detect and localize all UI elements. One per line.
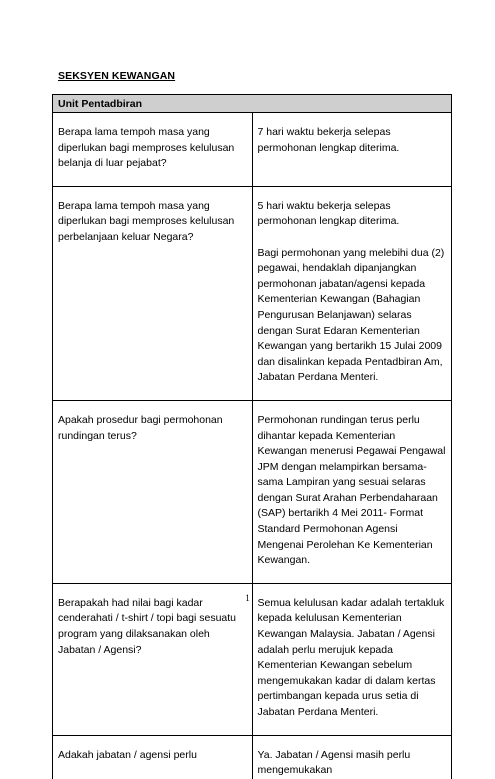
answer-cell [252,186,452,400]
section-title: SEKSYEN KEWANGAN [58,70,176,82]
table-row [53,400,452,583]
table-row [53,186,452,400]
question-cell: Adakah jabatan / agensi perlu [53,735,253,779]
answer-paragraph: Semua kelulusan kadar adalah tertakluk kepada kelulusan Kementerian Kewangan Malaysia. Jabatan / Agensi adalah perlu merujuk kepada Kementerian Kewangan sebelum mengemukakan kadar di dalam kertas pertimbangan kepada urus setia di Jabatan Perdana Menteri. [257,596,445,718]
answer-paragraph: 5 hari waktu bekerja selepas permohonan lengkap diterima. [257,199,400,228]
faq-table [52,94,452,779]
answer-paragraph: Permohonan rundingan terus perlu dihantar kepada Kementerian Kewangan menerusi Pegawai Pengawal JPM dengan melampirkan bersama-sama Lampiran yang sesuai selaras dengan Surat Arahan Perbendaharaan (SAP) bertarikh 4 Mei 2011- Format Standard Permohonan Agensi Mengenai Perolehan Ke Kementerian Kewangan. [257,413,446,567]
table-row [53,113,452,187]
answer-cell [252,113,452,187]
table-row [53,735,452,779]
question-cell: Berapa lama tempoh masa yang diperlukan bagi memproses kelulusan perbelanjaan keluar Negara? [53,186,253,400]
answer-paragraph: Ya. Jabatan / Agensi masih perlu mengemukakan [257,748,411,777]
page-number: 1 [245,593,250,603]
answer-cell [252,400,452,583]
answer-cell [252,735,452,779]
question-cell: Apakah prosedur bagi permohonan rundingan terus? [53,400,253,583]
unit-header: Unit Pentadbiran [53,95,452,113]
question-cell: Berapakah had nilai bagi kadar cenderahati / t-shirt / topi bagi sesuatu program yang dilaksanakan oleh Jabatan / Agensi? [53,583,253,735]
unit-header-row [53,95,452,113]
table-row [53,583,452,735]
answer-cell [252,583,452,735]
answer-paragraph: 7 hari waktu bekerja selepas permohonan lengkap diterima. [257,126,400,154]
answer-paragraph: Bagi permohonan yang melebihi dua (2) pegawai, hendaklah dipanjangkan permohonan jabatan/agensi kepada Kementerian Kewangan (Bahagian Pengurusan Belanjawan) selaras dengan Surat Edaran Kementerian Kewangan yang bertarikh 15 Julai 2009 dan disalinkan kepada Pentadbiran Am, Jabatan Perdana Menteri. [257,246,445,384]
question-cell: Berapa lama tempoh masa yang diperlukan bagi memproses kelulusan belanja di luar pejabat? [53,113,253,187]
